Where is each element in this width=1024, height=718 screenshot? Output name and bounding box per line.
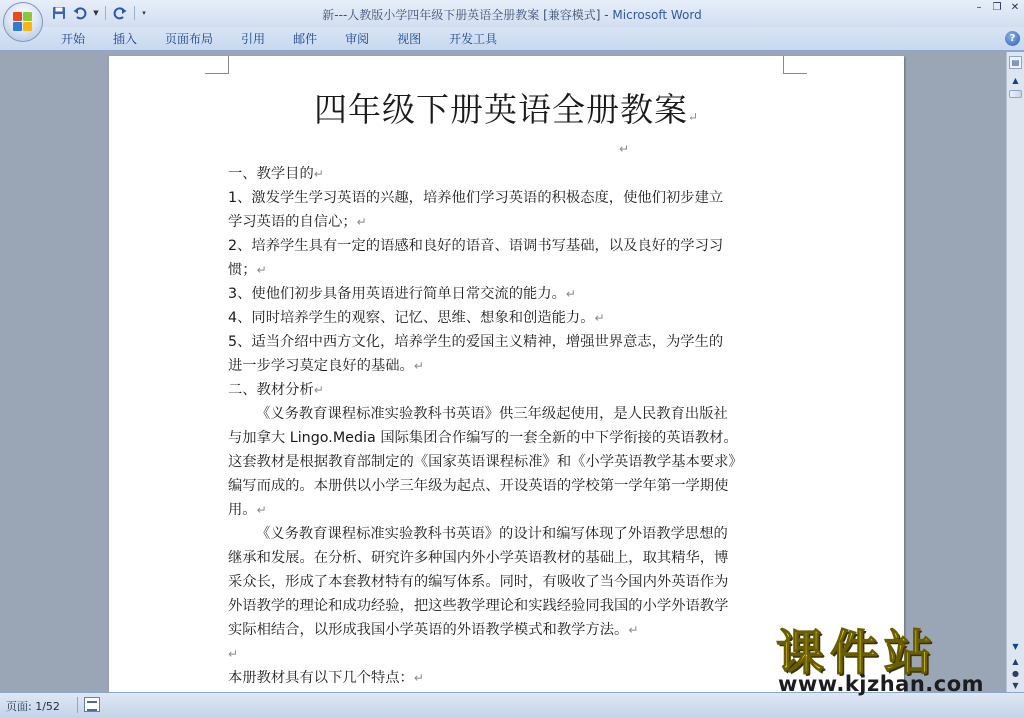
ribbon-tab-bar [0, 27, 1024, 51]
scroll-down-icon[interactable]: ▼ [1012, 642, 1019, 651]
vertical-scrollbar[interactable] [1006, 52, 1024, 692]
proofing-icon[interactable] [84, 697, 100, 712]
document-paragraph: 实际相结合，以形成我国小学英语的外语教学模式和教学方法。↵ [228, 622, 639, 638]
tab-developer[interactable]: 开发工具 [449, 32, 498, 46]
paragraph-mark: ↵ [619, 142, 630, 156]
document-paragraph: 2、培养学生具有一定的语感和良好的语音、语调书写基础，以及良好的学习习 [228, 238, 724, 254]
close-icon[interactable]: ✕ [1010, 2, 1020, 13]
next-page-icon[interactable]: ▼ [1012, 681, 1019, 690]
document-paragraph: 用。↵ [228, 502, 267, 518]
document-paragraph: 1、激发学生学习英语的兴趣，培养他们学习英语的积极态度，使他们初步建立 [228, 190, 724, 206]
tab-references[interactable]: 引用 [241, 32, 266, 46]
document-paragraph: 4、同时培养学生的观察、记忆、思维、想象和创造能力。↵ [228, 310, 605, 326]
document-paragraph: 外语教学的理论和成功经验，把这些教学理论和实践经验同我国的小学外语教学 [228, 598, 729, 614]
tab-review[interactable]: 审阅 [345, 32, 370, 46]
document-paragraph: 这套教材是根据教育部制定的《国家英语课程标准》和《小学英语教学基本要求》 [228, 454, 743, 470]
tab-view[interactable]: 视图 [397, 32, 422, 46]
document-paragraph: 惯；↵ [228, 262, 267, 278]
ribbon-tabs [47, 31, 511, 47]
window-title: 新---人教版小学四年级下册英语全册教案 [兼容模式] - Microsoft Word [322, 8, 702, 22]
watermark [760, 614, 1010, 694]
office-button[interactable] [3, 2, 43, 42]
tab-insert[interactable]: 插入 [113, 32, 138, 46]
paragraph-mark: ↵ [413, 671, 424, 685]
document-paragraph: 一、教学目的↵ [228, 166, 324, 182]
document-paragraph: 5、适当介绍中西方文化，培养学生的爱国主义精神，增强世界意志，为学生的 [228, 334, 724, 350]
app-name: Microsoft Word [612, 8, 702, 22]
paragraph-mark: ↵ [313, 383, 324, 397]
help-icon[interactable]: ? [1005, 31, 1020, 46]
paragraph-mark: ↵ [313, 167, 324, 181]
paragraph-mark: ↵ [687, 110, 700, 124]
tab-home[interactable]: 开始 [61, 32, 86, 46]
document-paragraph: 学习英语的自信心；↵ [228, 214, 367, 230]
tab-page-layout[interactable]: 页面布局 [165, 32, 214, 46]
paragraph-mark: ↵ [565, 287, 576, 301]
paragraph-mark: ↵ [356, 215, 367, 229]
restore-icon[interactable]: ❐ [992, 2, 1002, 13]
page-count[interactable]: 页面: 1/52 [6, 700, 60, 713]
document-paragraph: 编写而成的。本册供以小学三年级为起点、开设英语的学校第一学年第一学期使 [228, 478, 729, 494]
minimize-icon[interactable]: – [976, 2, 982, 13]
title-bar [0, 0, 1024, 27]
document-page[interactable] [109, 56, 904, 692]
paragraph-mark: ↵ [256, 263, 267, 277]
tab-mailings[interactable]: 邮件 [293, 32, 318, 46]
crop-mark-top-right [783, 56, 807, 74]
paragraph-mark: ↵ [228, 647, 239, 661]
customize-icon[interactable]: ▾ [142, 9, 146, 17]
undo-dropdown-icon[interactable]: ▼ [93, 9, 99, 17]
document-paragraph: 二、教材分析↵ [228, 382, 324, 398]
document-paragraph [228, 642, 786, 666]
document-paragraph: 《义务教育课程标准实验教科书英语》的设计和编写体现了外语教学思想的 [256, 526, 728, 542]
previous-page-icon[interactable]: ▲ [1012, 657, 1019, 666]
view-ruler-icon[interactable]: ▤ [1009, 56, 1022, 69]
paragraph-mark: ↵ [256, 503, 267, 517]
scroll-up-icon[interactable]: ▲ [1012, 76, 1019, 85]
watermark-logo: 课件站 [776, 625, 939, 681]
document-paragraph: 与加拿大 Lingo.Media 国际集团合作编写的一套全新的中下学衔接的英语教材。 [228, 430, 738, 446]
document-paragraph: 3、使他们初步具备用英语进行简单日常交流的能力。↵ [228, 286, 576, 302]
document-paragraph: 继承和发展。在分析、研究许多种国内外小学英语教材的基础上，取其精华，博 [228, 550, 729, 566]
document-body [228, 162, 786, 690]
document-paragraph: 采众长，形成了本套教材特有的编写体系。同时，有吸收了当今国内外英语作为 [228, 574, 729, 590]
document-workspace [0, 52, 1006, 692]
office-logo-icon [13, 12, 33, 32]
browse-object-icon[interactable]: ● [1012, 669, 1019, 678]
scroll-thumb[interactable] [1009, 90, 1022, 98]
crop-mark-top-left [205, 56, 229, 74]
document-paragraph: 本册教材具有以下几个特点：↵ [228, 670, 424, 686]
paragraph-mark: ↵ [594, 311, 605, 325]
document-name: 新---人教版小学四年级下册英语全册教案 [兼容模式] [322, 8, 601, 22]
paragraph-mark: ↵ [628, 623, 639, 637]
document-paragraph: 《义务教育课程标准实验教科书英语》供三年级起使用，是人民教育出版社 [256, 406, 728, 422]
document-title: 四年级下册英语全册教案↵ [313, 90, 700, 129]
watermark-url: www.kjzhan.com [778, 672, 985, 696]
window-controls [972, 1, 1022, 15]
paragraph-mark: ↵ [413, 359, 424, 373]
document-paragraph: 进一步学习莫定良好的基础。↵ [228, 358, 424, 374]
